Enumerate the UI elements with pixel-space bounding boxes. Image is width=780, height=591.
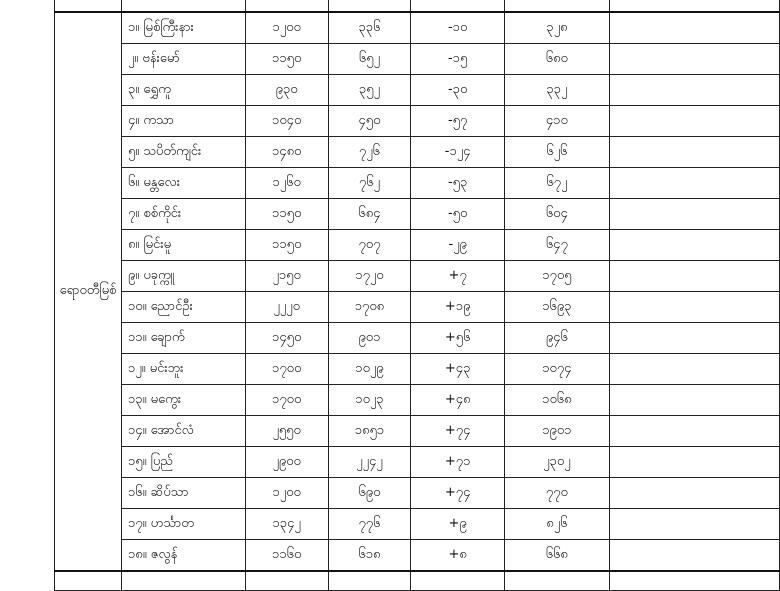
col-d-cell xyxy=(505,0,610,12)
col-a-cell: ၂၂၂၀ xyxy=(245,292,328,323)
partial-cell xyxy=(245,571,328,591)
col-a-cell: ၁၃၄၂ xyxy=(245,509,328,540)
col-b-cell: ၃၅၂ xyxy=(328,75,411,106)
blank-cell xyxy=(609,478,779,509)
col-d-cell: ၆၄၇ xyxy=(505,230,610,261)
table-row xyxy=(55,199,780,230)
col-b-cell: ၆၅၂ xyxy=(328,44,411,75)
town-name-cell: ၁၄။ အောင်လံ xyxy=(121,416,245,447)
table-row xyxy=(55,354,780,385)
col-d-cell: ၆၈၀ xyxy=(505,44,610,75)
town-name-cell: ၁၁။ ချောက် xyxy=(121,323,245,354)
town-name-cell: ၁။ မြစ်ကြီးနား xyxy=(121,12,245,44)
blank-cell xyxy=(609,385,779,416)
blank-cell xyxy=(609,106,779,137)
town-name-cell: ၁၂။ မင်းဘူး xyxy=(121,354,245,385)
blank-cell xyxy=(609,354,779,385)
col-b-cell: ၃၃၆ xyxy=(328,12,411,44)
town-name-cell: ၁၀။ ညောင်ဦး xyxy=(121,292,245,323)
blank-cell xyxy=(609,137,779,168)
col-b-cell: ၁၇၀၈ xyxy=(328,292,411,323)
col-a-cell: ၁၇၀၀ xyxy=(245,385,328,416)
col-b-cell: ၇၂၆ xyxy=(328,137,411,168)
col-b-cell: ၁၈၅၁ xyxy=(328,416,411,447)
col-c-cell: +၉ xyxy=(411,509,505,540)
partial-cell xyxy=(411,571,505,591)
blank-cell xyxy=(609,261,779,292)
col-c-cell xyxy=(411,0,505,12)
town-name-cell: ၂။ ဗန်းမော် xyxy=(121,44,245,75)
table-row xyxy=(55,106,780,137)
town-name-cell: ၆။ မန္တလေး xyxy=(121,168,245,199)
town-name-cell: ၄။ ကသာ xyxy=(121,106,245,137)
col-a-cell: ၁၁၅၀ xyxy=(245,199,328,230)
table-row xyxy=(55,168,780,199)
town-name-cell: ၉။ ပခုက္ကူ xyxy=(121,261,245,292)
col-c-cell: +၄၃ xyxy=(411,354,505,385)
blank-cell xyxy=(609,447,779,478)
col-b-cell: ၂၂၄၂ xyxy=(328,447,411,478)
col-a-cell: ၂၉၀၀ xyxy=(245,447,328,478)
col-d-cell: ၆၂၆ xyxy=(505,137,610,168)
table-row-bottom-partial xyxy=(55,571,780,591)
col-c-cell: +၇၄ xyxy=(411,416,505,447)
table-row xyxy=(55,75,780,106)
table-row xyxy=(55,230,780,261)
blank-cell xyxy=(609,12,779,44)
col-c-cell: +၅၆ xyxy=(411,323,505,354)
table-row-top-partial xyxy=(55,0,780,12)
col-d-cell: ၆၆၈ xyxy=(505,540,610,572)
blank-cell xyxy=(609,168,779,199)
table-row xyxy=(55,323,780,354)
table-row xyxy=(55,261,780,292)
col-c-cell: -၁၀ xyxy=(411,12,505,44)
table-row xyxy=(55,44,780,75)
col-a-cell: ၉၃၀ xyxy=(245,75,328,106)
col-b-cell: ၁၇၂၀ xyxy=(328,261,411,292)
col-c-cell: -၅၃ xyxy=(411,168,505,199)
town-name-cell: ၁၆။ ဆိပ်သာ xyxy=(121,478,245,509)
col-d-cell: ၁၀၆၈ xyxy=(505,385,610,416)
col-d-cell: ၃၂၈ xyxy=(505,12,610,44)
col-d-cell: ၈၂၆ xyxy=(505,509,610,540)
region-cell-bottom xyxy=(55,571,122,591)
col-b-cell: ၇၆၂ xyxy=(328,168,411,199)
col-d-cell: ၁၆၉၃ xyxy=(505,292,610,323)
table-row xyxy=(55,385,780,416)
table-row xyxy=(55,292,780,323)
col-a-cell: ၁၂၀၀ xyxy=(245,12,328,44)
col-a-cell: ၁၄၅၀ xyxy=(245,323,328,354)
col-d-cell: ၃၃၂ xyxy=(505,75,610,106)
col-b-cell: ၇၇၆ xyxy=(328,509,411,540)
col-a-cell xyxy=(245,0,328,12)
blank-cell xyxy=(609,416,779,447)
col-b-cell: ၆၈၄ xyxy=(328,199,411,230)
blank-cell xyxy=(609,540,779,572)
col-a-cell: ၁၁၅၀ xyxy=(245,44,328,75)
blank-cell xyxy=(609,230,779,261)
col-c-cell: -၁၂၄ xyxy=(411,137,505,168)
col-b-cell: ၆၉၀ xyxy=(328,478,411,509)
col-c-cell: -၃၀ xyxy=(411,75,505,106)
col-d-cell: ၁၉၀၁ xyxy=(505,416,610,447)
town-name-cell: ၁၇။ ဟင်္သာတ xyxy=(121,509,245,540)
blank-cell xyxy=(609,0,779,12)
col-d-cell: ၇၇၀ xyxy=(505,478,610,509)
col-a-cell: ၂၁၅၀ xyxy=(245,261,328,292)
col-c-cell: -၂၉ xyxy=(411,230,505,261)
col-c-cell: +၇၄ xyxy=(411,478,505,509)
blank-cell xyxy=(609,199,779,230)
col-c-cell: -၅၀ xyxy=(411,199,505,230)
col-a-cell: ၁၄၈၀ xyxy=(245,137,328,168)
col-c-cell: +၁၉ xyxy=(411,292,505,323)
table-body xyxy=(55,0,780,591)
col-a-cell: ၁၁၅၀ xyxy=(245,230,328,261)
col-b-cell: ၁၀၂၃ xyxy=(328,385,411,416)
col-c-cell: -၁၅ xyxy=(411,44,505,75)
partial-cell xyxy=(121,571,245,591)
col-b-cell: ၆၁၈ xyxy=(328,540,411,572)
col-b-cell xyxy=(328,0,411,12)
col-c-cell: +၄၈ xyxy=(411,385,505,416)
table-row xyxy=(55,12,780,44)
partial-cell xyxy=(505,571,610,591)
town-cell xyxy=(121,0,245,12)
col-a-cell: ၁၂၀၀ xyxy=(245,478,328,509)
town-name-cell: ၅။ သပိတ်ကျင်း xyxy=(121,137,245,168)
col-d-cell: ၁၀၇၄ xyxy=(505,354,610,385)
town-name-cell: ၈။ မြင်းမူ xyxy=(121,230,245,261)
blank-cell xyxy=(609,75,779,106)
town-name-cell: ၇။ စစ်ကိုင်း xyxy=(121,199,245,230)
water-level-table xyxy=(54,0,780,591)
col-a-cell: ၁၀၄၀ xyxy=(245,106,328,137)
col-d-cell: ၉၄၆ xyxy=(505,323,610,354)
blank-cell xyxy=(609,44,779,75)
table-row xyxy=(55,416,780,447)
col-d-cell: ၁၇၀၅ xyxy=(505,261,610,292)
table-row xyxy=(55,137,780,168)
table-row xyxy=(55,540,780,572)
col-b-cell: ၁၀၂၉ xyxy=(328,354,411,385)
region-cell-top xyxy=(55,0,122,12)
region-label: ရောဝတီမြစ် xyxy=(55,12,122,571)
blank-cell xyxy=(609,323,779,354)
table-row xyxy=(55,447,780,478)
col-a-cell: ၂၅၅၀ xyxy=(245,416,328,447)
col-a-cell: ၁၁၆၀ xyxy=(245,540,328,572)
col-a-cell: ၁၇၀၀ xyxy=(245,354,328,385)
town-name-cell: ၃။ ရွှေကူ xyxy=(121,75,245,106)
col-c-cell: +၇ xyxy=(411,261,505,292)
town-name-cell: ၁၈။ ဇလွန် xyxy=(121,540,245,572)
town-name-cell: ၁၅။ ပြည် xyxy=(121,447,245,478)
partial-cell xyxy=(328,571,411,591)
col-d-cell: ၆၇၂ xyxy=(505,168,610,199)
col-c-cell: -၅၇ xyxy=(411,106,505,137)
partial-cell xyxy=(609,571,779,591)
col-b-cell: ၄၅၀ xyxy=(328,106,411,137)
town-name-cell: ၁၃။ မကွေး xyxy=(121,385,245,416)
col-c-cell: +၈ xyxy=(411,540,505,572)
col-d-cell: ၂၃၀၂ xyxy=(505,447,610,478)
col-d-cell: ၄၁၀ xyxy=(505,106,610,137)
blank-cell xyxy=(609,292,779,323)
col-b-cell: ၇၀၇ xyxy=(328,230,411,261)
col-c-cell: +၇၁ xyxy=(411,447,505,478)
table-row xyxy=(55,478,780,509)
col-d-cell: ၆၀၄ xyxy=(505,199,610,230)
col-a-cell: ၁၂၆၀ xyxy=(245,168,328,199)
col-b-cell: ၉၀၁ xyxy=(328,323,411,354)
